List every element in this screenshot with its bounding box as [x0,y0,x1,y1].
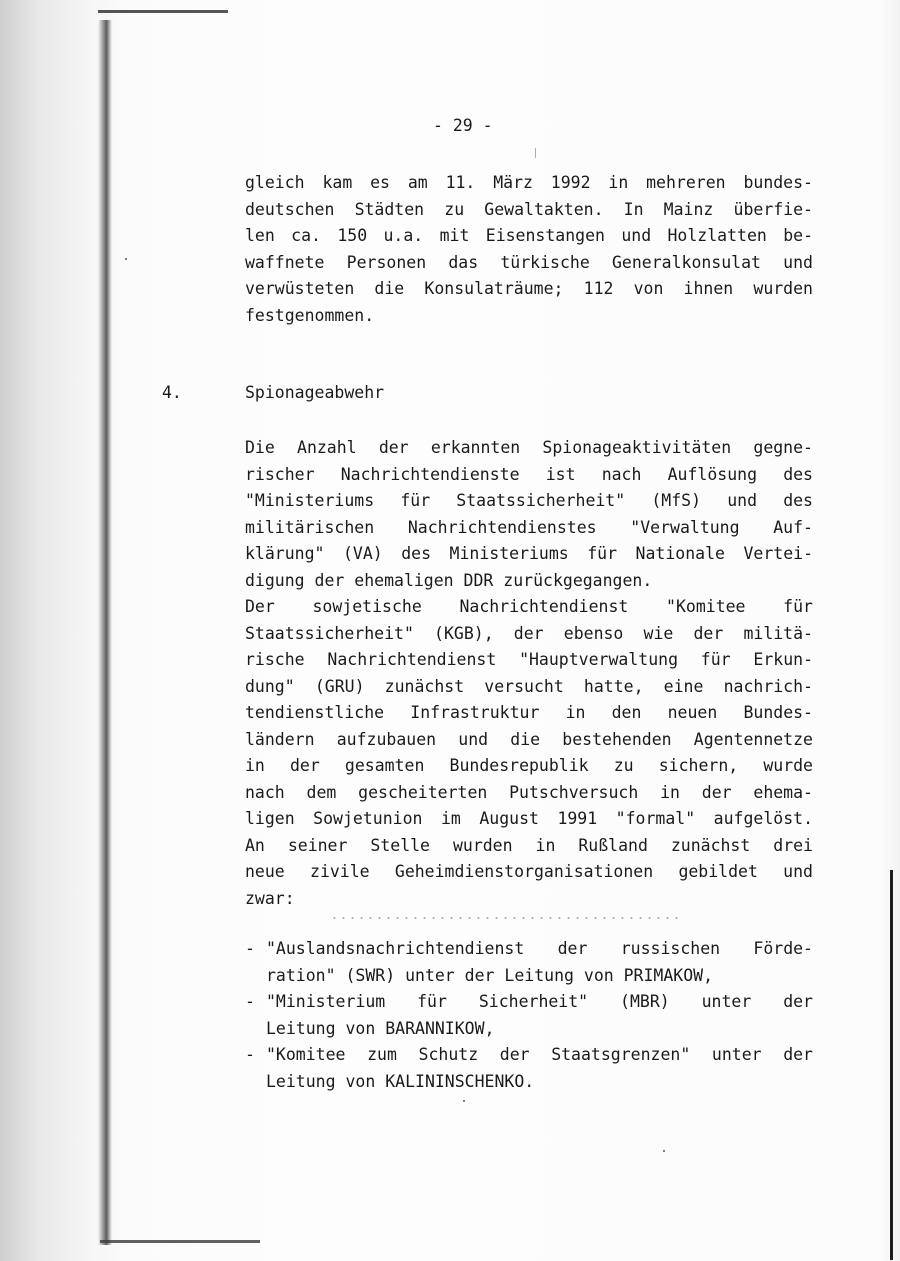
text-line: klärung" (VA) des Ministeriums für Nationale Vertei- [245,544,813,563]
text-line: digung der ehemaligen DDR zurückgegangen. [245,570,653,590]
list-dash: - [245,992,255,1011]
list-item [245,1042,813,1095]
text-line: "Ministeriums für Staatssicherheit" (MfS) und des [245,491,813,510]
scan-edge-right [890,870,893,1260]
scan-speck [663,1150,665,1152]
scan-edge-top [98,10,228,13]
scan-noise-line [330,917,680,919]
text-line: Staatssicherheit" (KGB), der ebenso wie der militä- [245,623,813,643]
text-line: "Ministerium für Sicherheit" (MBR) unter der [266,992,813,1011]
paragraph-spionage-summary [245,435,813,594]
page-number: - 29 - [433,116,493,135]
scan-speck [463,1100,465,1102]
section-title: Spionageabwehr [245,383,385,402]
text-line: zwar: [245,888,295,908]
text-line: neue zivile Geheimdienstorganisationen gebildet und [245,862,813,881]
text-line: tendienstliche Infrastruktur in den neuen Bundes- [245,703,813,722]
text-line: Die Anzahl der erkannten Spionageaktivitäten gegne- [245,438,813,457]
text-line: in der gesamten Bundesrepublik zu sichern, wurde [245,756,813,775]
scan-speck [125,258,127,260]
text-line: rische Nachrichtendienst "Hauptverwaltung für Erkun- [245,650,813,669]
text-line: Der sowjetische Nachrichtendienst "Komitee für [245,597,813,616]
intro-paragraph [245,170,813,329]
text-line: deutschen Städten zu Gewaltakten. In Mainz überfie- [245,199,813,219]
text-line: gleich kam es am 11. März 1992 in mehreren bundes- [245,173,813,192]
text-line: "Komitee zum Schutz der Staatsgrenzen" unter der [266,1045,813,1064]
binding-shadow [98,20,112,1245]
text-line: militärischen Nachrichtendienstes "Verwaltung Auf- [245,517,813,537]
text-line: dung" (GRU) zunächst versucht hatte, eine nachrich- [245,676,813,696]
scan-speck [535,148,536,158]
list-item [245,989,813,1042]
scan-edge-bottom [100,1240,260,1243]
list-item [245,936,813,989]
organization-list [245,936,813,1095]
list-dash: - [245,1045,255,1064]
text-line: Leitung von KALININSCHENKO. [266,1071,535,1091]
text-line: ligen Sowjetunion im August 1991 "formal" aufgelöst. [245,809,813,828]
text-line: nach dem gescheiterten Putschversuch in der ehema- [245,782,813,802]
text-line: ration" (SWR) unter der Leitung von PRIMAKOW, [266,965,714,985]
text-line: ländern aufzubauen und die bestehenden Agentennetze [245,729,813,749]
text-line: rischer Nachrichtendienste ist nach Auflösung des [245,464,813,484]
text-line: waffnete Personen das türkische Generalkonsulat und [245,252,813,272]
text-line: festgenommen. [245,305,375,325]
text-line: "Auslandsnachrichtendienst der russischen Förde- [266,939,813,958]
text-line: An seiner Stelle wurden in Rußland zunächst drei [245,835,813,855]
text-line: verwüsteten die Konsulaträume; 112 von ihnen wurden [245,279,813,298]
paragraph-kgb [245,594,813,912]
text-line: len ca. 150 u.a. mit Eisenstangen und Holzlatten be- [245,226,813,245]
list-dash: - [245,939,255,958]
text-line: Leitung von BARANNIKOW, [266,1018,495,1038]
section-number: 4. [162,383,182,402]
